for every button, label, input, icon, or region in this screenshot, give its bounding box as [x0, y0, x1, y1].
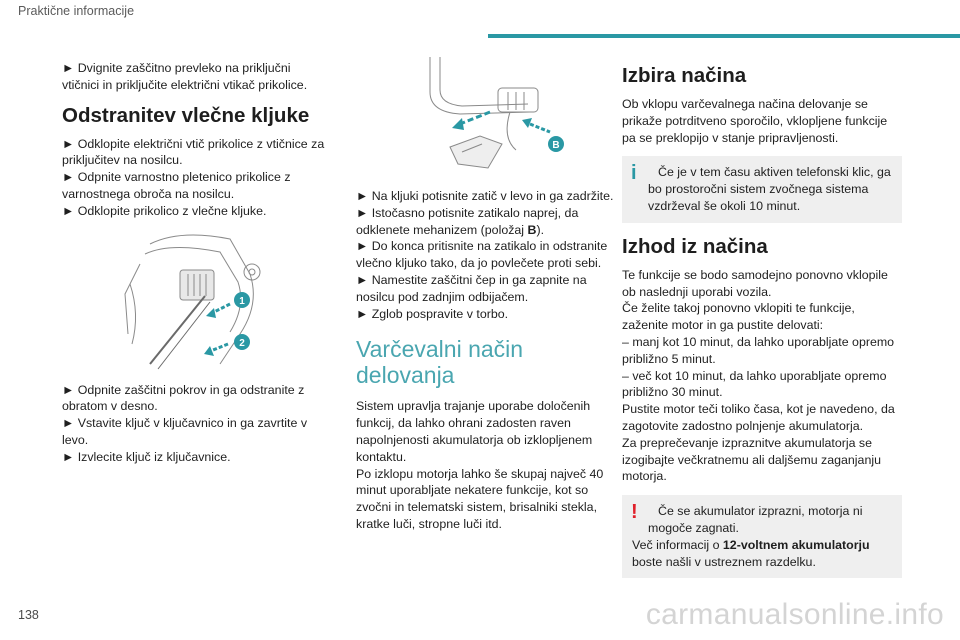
- header-title: Praktične informacije: [18, 4, 135, 18]
- release-step: ► Zglob pospravite v torbo.: [356, 306, 509, 321]
- tow-hook-lock-illustration: [110, 224, 280, 374]
- removal-step: ► Odklopite prikolico z vlečne kljuke.: [62, 203, 267, 218]
- mode-exit-paragraph: Te funkcije se bodo samodejno ponovno vklopile ob naslednji uporabi vozila.: [622, 267, 888, 299]
- mode-exit-paragraph: Za preprečevanje izpraznitve akumulatorja se izogibajte večkratnemu ali daljšemu zaganjanju motorja.: [622, 435, 881, 484]
- warning-more-info: Več informacij o 12-voltnem akumulatorju boste našli v ustreznem razdelku.: [632, 537, 870, 569]
- battery-section-ref: 12-voltnem akumulatorju: [722, 537, 870, 552]
- section-heading-energy-saving: Varčevalni način delovanja: [356, 336, 524, 389]
- release-step: ► Namestite zaščitni čep in ga zapnite na nosilcu pod zadnjim odbijačem.: [356, 272, 587, 304]
- info-box: [622, 156, 902, 222]
- mode-exit-paragraph: Pustite motor teči toliko časa, kot je navedeno, da zagotovite zadostno polnjenje akumulatorja.: [622, 402, 895, 433]
- header-accent-bar: [488, 34, 960, 38]
- release-step: ► Istočasno potisnite zatikalo naprej, da odklenete mehanizem (položaj B).: [356, 205, 579, 237]
- release-step: ► Do konca pritisnite na zatikalo in odstranite vlečno kljuko tako, da jo povlečete proti sebi.: [356, 239, 608, 271]
- removal-step: ► Odklopite električni vtič prikolice z vtičnice za priključitev na nosilcu.: [62, 136, 325, 168]
- position-b-ref: B: [527, 222, 537, 237]
- section-heading-mode-exit: Izhod iz načina: [622, 234, 768, 258]
- lock-step: ► Vstavite ključ v ključavnico in ga zavrtite v levo.: [62, 416, 308, 447]
- watermark: carmanualsonline.info: [645, 598, 944, 631]
- callout-1-label: 1: [239, 295, 245, 307]
- callout-2-label: 2: [239, 337, 245, 349]
- warning-icon: !: [631, 501, 638, 524]
- warning-box-text: Če se akumulator izprazni, motorja ni mogoče zagnati.: [648, 504, 863, 535]
- tow-hook-release-illustration: [390, 52, 580, 180]
- warning-box: [622, 495, 902, 578]
- section-heading-removal: Odstranitev vlečne kljuke: [62, 103, 310, 127]
- lock-step: ► Izvlecite ključ iz ključavnice.: [62, 449, 231, 464]
- column-middle: [356, 48, 614, 533]
- mode-exit-dash-item: – manj kot 10 minut, da lahko uporabljate opremo približno 5 minut.: [622, 334, 895, 366]
- callout-b-label: B: [552, 140, 560, 151]
- energy-saving-paragraph: Sistem upravlja trajanje uporabe določenih funkcij, da lahko ohrani zadosten raven napolnjenosti akumulatorja ob izklopljenem kontaktu.: [356, 399, 593, 464]
- mode-selection-paragraph: Ob vklopu varčevalnega načina delovanje se prikaže potrditveno sporočilo, vklopljene funkcije pa se preklopijo v stanje pripravljenosti.: [622, 97, 888, 145]
- mode-exit-paragraph: Če želite takoj ponovno vklopiti te funkcije, zaženite motor in ga pustite delovati:: [622, 301, 855, 333]
- column-right: [622, 54, 902, 590]
- section-heading-mode-selection: Izbira načina: [622, 64, 747, 87]
- column-left: [62, 60, 328, 466]
- energy-saving-paragraph: Po izklopu motorja lahko še skupaj največ 40 minut uporabljate nekatere funkcije, kot so zvočni in telematski sistem, brisalniki stekla, kratke luči, stropne luči itd.: [356, 466, 604, 531]
- release-step: ► Na kljuki potisnite zatič v levo in ga zadržite.: [356, 189, 614, 203]
- info-box-text: Če je v tem času aktiven telefonski klic, ga bo prostoročni sistem zvočnega sistema vzdrževal še okoli 10 minut.: [648, 165, 891, 213]
- page-number: 138: [18, 608, 39, 622]
- mode-exit-dash-item: – več kot 10 minut, da lahko uporabljate opremo približno 30 minut.: [622, 368, 887, 400]
- intro-step: ► Dvignite zaščitno prevleko na priključni vtičnici in priključite električni vtikač prikolice.: [62, 61, 308, 92]
- removal-step: ► Odpnite varnostno pletenico prikolice z varnostnega obroča na nosilcu.: [62, 170, 291, 201]
- lock-step: ► Odpnite zaščitni pokrov in ga odstranite z obratom v desno.: [62, 382, 305, 414]
- info-icon: i: [631, 162, 637, 185]
